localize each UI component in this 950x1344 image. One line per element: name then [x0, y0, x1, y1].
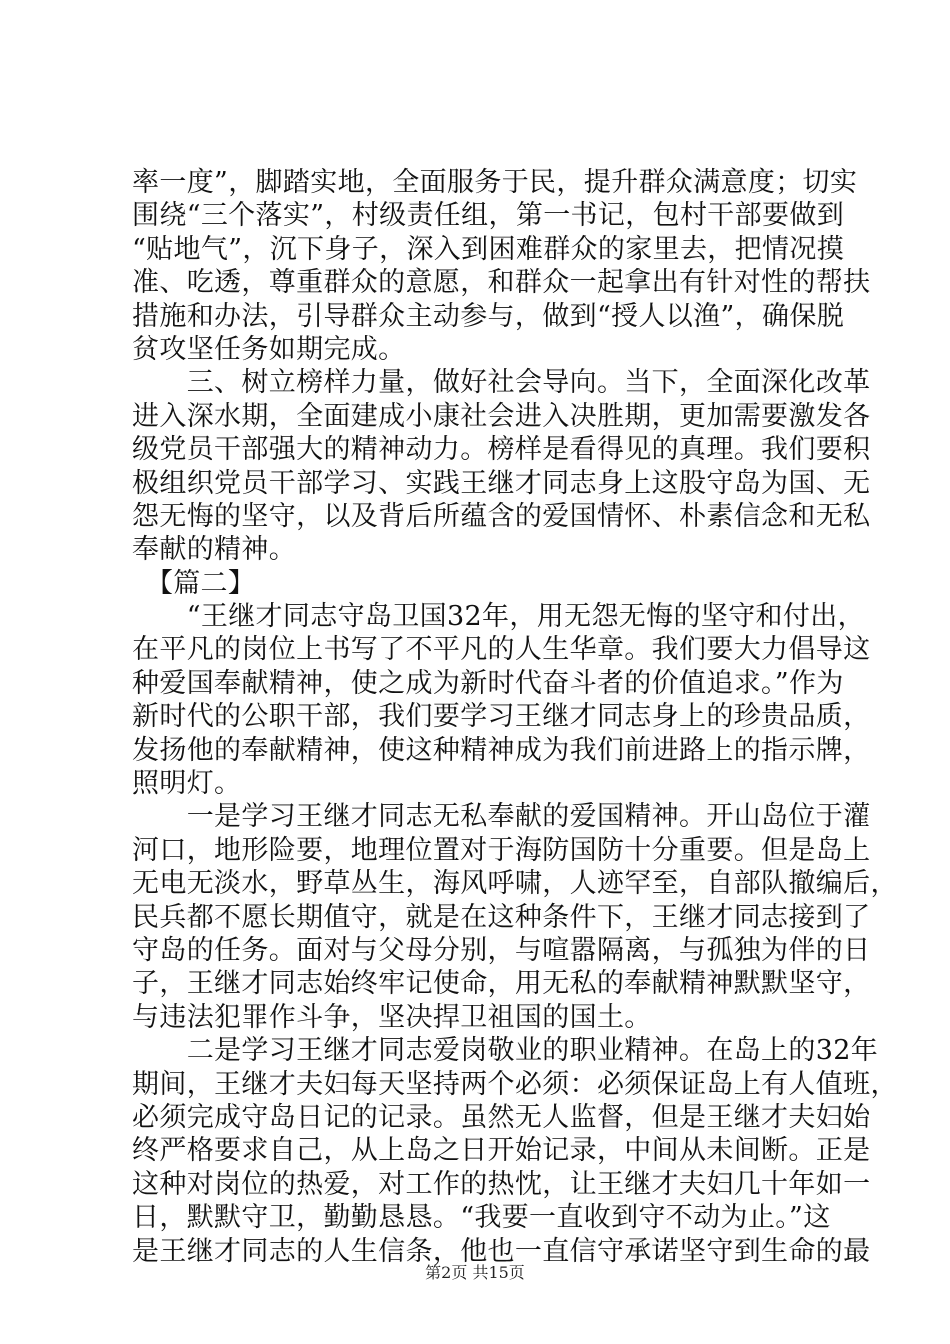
text-line: 无电无淡水，野草丛生，海风呼啸，人迹罕至，自部队撤编后， — [132, 868, 898, 900]
text-line: 终严格要求自己，从上岛之日开始记录，中间从未间断。正是 — [132, 1135, 871, 1167]
text-line: 极组织党员干部学习、实践王继才同志身上这股守岛为国、无 — [132, 467, 871, 499]
text-line: 民兵都不愿长期值守，就是在这种条件下，王继才同志接到了 — [132, 901, 871, 933]
text-line: 奉献的精神。 — [132, 534, 297, 566]
text-line: 发扬他的奉献精神，使这种精神成为我们前进路上的指示牌， — [132, 734, 871, 766]
text-line: 是王继才同志的人生信条，他也一直信守承诺坚守到生命的最 — [132, 1235, 871, 1267]
text-line: “王继才同志守岛卫国32年，用无怨无悔的坚守和付出， — [132, 601, 865, 633]
text-line: 二是学习王继才同志爱岗敬业的职业精神。在岛上的32年 — [132, 1035, 879, 1067]
text-line: 新时代的公职干部，我们要学习王继才同志身上的珍贵品质， — [132, 701, 871, 733]
text-line: 三、树立榜样力量，做好社会导向。当下，全面深化改革 — [132, 367, 871, 399]
text-line: 怨无悔的坚守，以及背后所蕴含的爱国情怀、朴素信念和无私 — [132, 500, 871, 532]
text-line: 准、吃透，尊重群众的意愿，和群众一起拿出有针对性的帮扶 — [132, 267, 871, 299]
text-line: 子，王继才同志始终牢记使命，用无私的奉献精神默默坚守， — [132, 968, 871, 1000]
text-line: “贴地气”，沉下身子，深入到困难群众的家里去，把情况摸 — [132, 233, 845, 265]
text-line: 在平凡的岗位上书写了不平凡的人生华章。我们要大力倡导这 — [132, 634, 871, 666]
text-line: 级党员干部强大的精神动力。榜样是看得见的真理。我们要积 — [132, 434, 871, 466]
page-number-footer: 第2页 共15页 — [425, 1263, 525, 1282]
text-line: 守岛的任务。面对与父母分别，与喧嚣隔离，与孤独为伴的日 — [132, 934, 871, 966]
text-line: 贫攻坚任务如期完成。 — [132, 333, 406, 365]
text-line: 率一度”，脚踏实地，全面服务于民，提升群众满意度；切实 — [132, 167, 858, 198]
text-line: 围绕“三个落实”，村级责任组，第一书记，包村干部要做到 — [132, 200, 845, 232]
section-heading: 【篇二】 — [132, 567, 256, 599]
text-line: 这种对岗位的热爱，对工作的热忱，让王继才夫妇几十年如一 — [132, 1168, 871, 1200]
document-body-text — [132, 166, 898, 1268]
text-line: 必须完成守岛日记的记录。虽然无人监督，但是王继才夫妇始 — [132, 1101, 871, 1133]
text-line: 照明灯。 — [132, 768, 242, 800]
text-line: 一是学习王继才同志无私奉献的爱国精神。开山岛位于灌 — [132, 801, 871, 833]
text-line: 进入深水期，全面建成小康社会进入决胜期，更加需要激发各 — [132, 400, 871, 432]
text-line: 河口，地形险要，地理位置对于海防国防十分重要。但是岛上 — [132, 834, 871, 866]
text-line: 日，默默守卫，勤勤恳恳。“我要一直收到守不动为止。”这 — [132, 1202, 831, 1234]
text-line: 与违法犯罪作斗争，坚决捍卫祖国的国土。 — [132, 1001, 652, 1033]
text-line: 期间，王继才夫妇每天坚持两个必须：必须保证岛上有人值班， — [132, 1068, 898, 1100]
text-line: 种爱国奉献精神，使之成为新时代奋斗者的价值追求。”作为 — [132, 667, 844, 699]
text-line: 措施和办法，引导群众主动参与，做到“授人以渔”，确保脱 — [132, 300, 845, 332]
